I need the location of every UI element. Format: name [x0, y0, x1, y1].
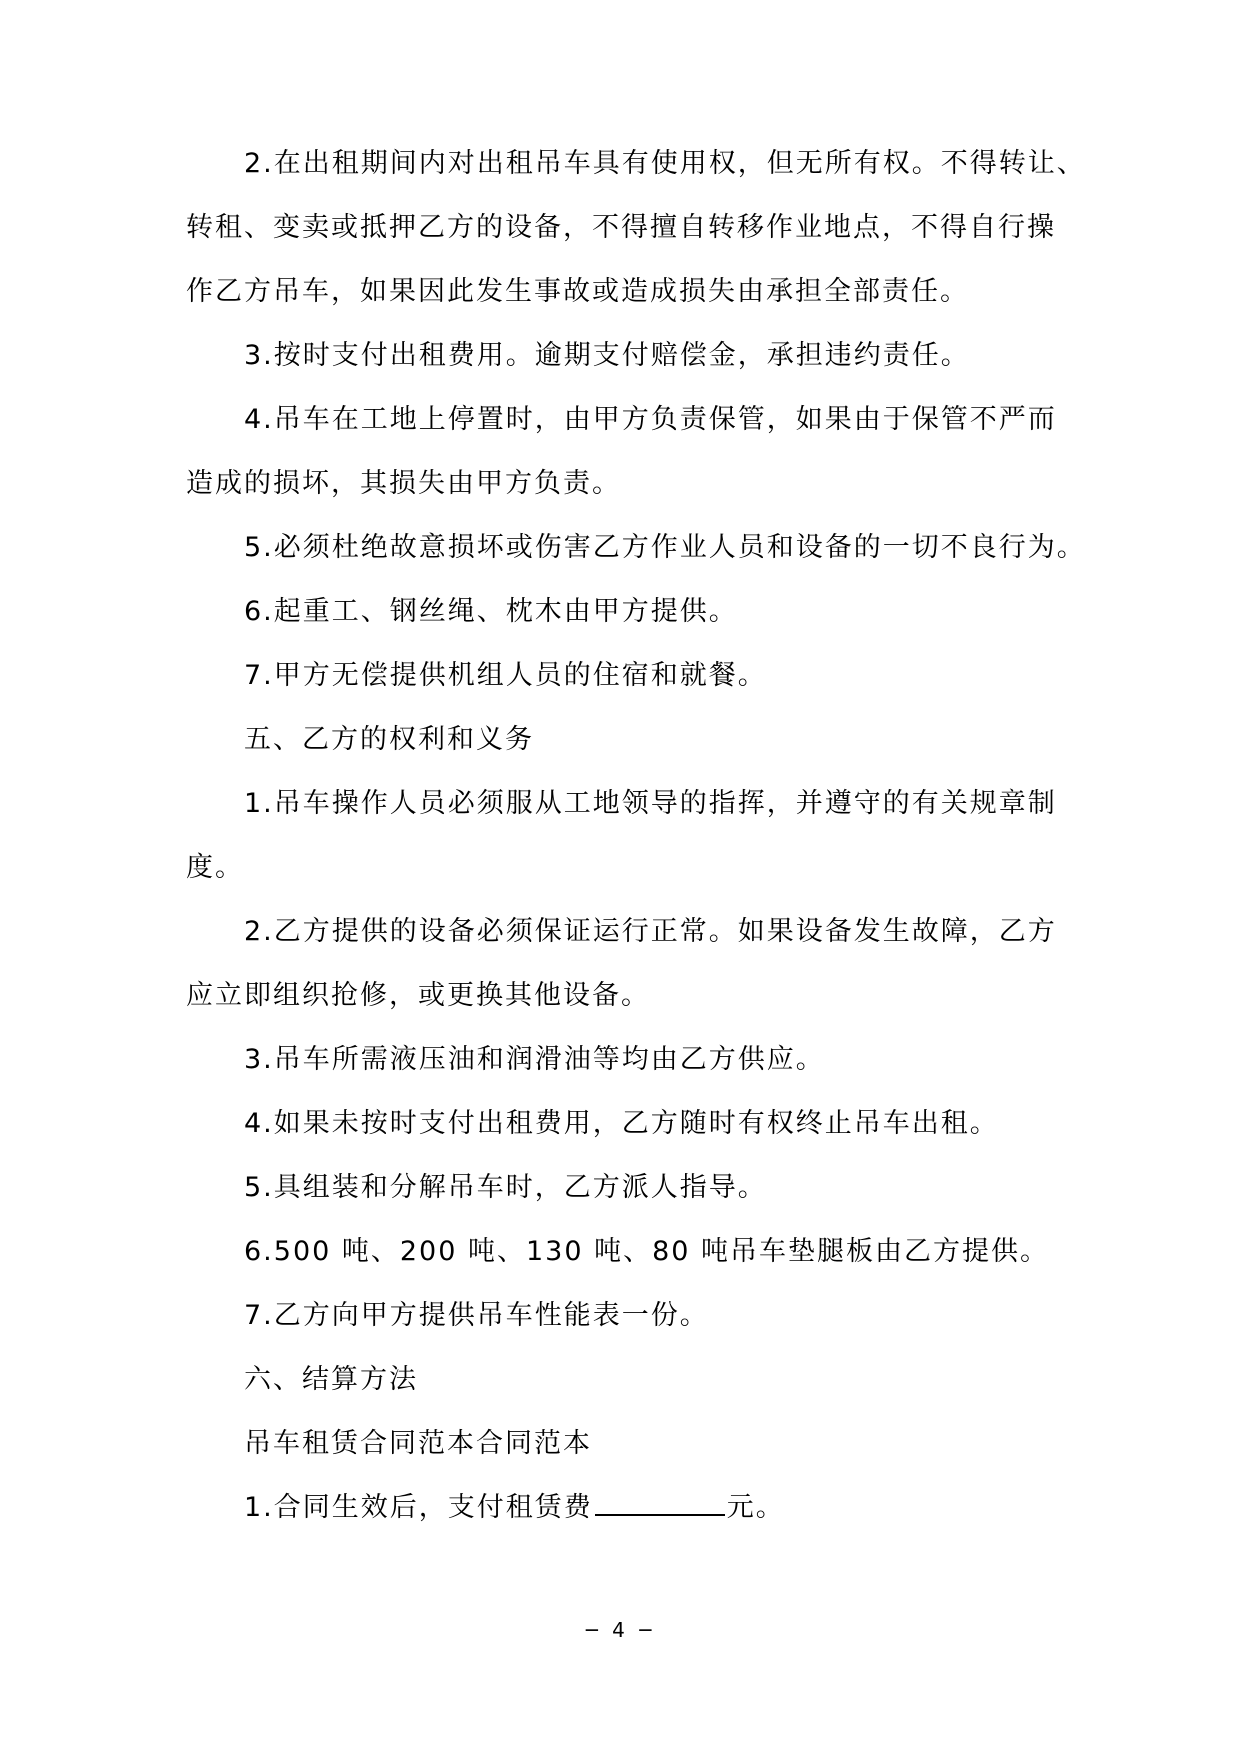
- paragraph-assembly-guidance: [186, 1156, 1066, 1220]
- text-line: 6.500 吨、200 吨、130 吨、80 吨吊车垫腿板由乙方提供。: [244, 1236, 1050, 1267]
- text-line: 转租、变卖或抵押乙方的设备，不得擅自转移作业地点，不得自行操: [186, 212, 1056, 243]
- text-line: 2.在出租期间内对出租吊车具有使用权，但无所有权。不得转让、: [244, 148, 1086, 179]
- section-heading-party-b: [186, 708, 1066, 772]
- paragraph-custody: [186, 388, 1066, 516]
- section-heading: 六、结算方法: [244, 1364, 418, 1395]
- text-line: 7.乙方向甲方提供吊车性能表一份。: [244, 1300, 709, 1331]
- text-line: 4.如果未按时支付出租费用，乙方随时有权终止吊车出租。: [244, 1108, 999, 1139]
- paragraph-terminate-rental: [186, 1092, 1066, 1156]
- section-heading-settlement: [186, 1348, 1066, 1412]
- paragraph-lodging: [186, 644, 1066, 708]
- page-number: ─ 4 ─: [585, 1618, 656, 1642]
- text-line: 3.吊车所需液压油和润滑油等均由乙方供应。: [244, 1044, 825, 1075]
- text-line: 4.吊车在工地上停置时，由甲方负责保管，如果由于保管不严而: [244, 404, 1057, 435]
- text-line: 作乙方吊车，如果因此发生事故或造成损失由承担全部责任。: [186, 276, 969, 307]
- text-line: 1.吊车操作人员必须服从工地领导的指挥，并遵守的有关规章制: [244, 788, 1057, 819]
- text-line: 3.按时支付出租费用。逾期支付赔偿金，承担违约责任。: [244, 340, 970, 371]
- text-line: 吊车租赁合同范本合同范本: [244, 1428, 592, 1459]
- paragraph-operator-obey: [186, 772, 1066, 900]
- paragraph-oil-supply: [186, 1028, 1066, 1092]
- paragraph-payment-on-time: [186, 324, 1066, 388]
- paragraph-performance-table: [186, 1284, 1066, 1348]
- text-line: 7.甲方无偿提供机组人员的住宿和就餐。: [244, 660, 767, 691]
- text-line: 度。: [186, 852, 244, 883]
- paragraph-template-title: [186, 1412, 1066, 1476]
- paragraph-equipment-normal: [186, 900, 1066, 1028]
- text-line: [186, 1476, 1066, 1540]
- paragraph-outrigger-pads: [186, 1220, 1066, 1284]
- paragraph-owner-use-rights: [186, 132, 1086, 324]
- paragraph-no-damage: [186, 516, 1086, 580]
- text-line: 5.具组装和分解吊车时，乙方派人指导。: [244, 1172, 767, 1203]
- text-line: 造成的损坏，其损失由甲方负责。: [186, 468, 621, 499]
- text-line: 6.起重工、钢丝绳、枕木由甲方提供。: [244, 596, 738, 627]
- fill-in-blank: [595, 1484, 725, 1516]
- text-line: 应立即组织抢修，或更换其他设备。: [186, 980, 650, 1011]
- payment-text-after: 元。: [726, 1492, 785, 1523]
- section-heading: 五、乙方的权利和义务: [244, 724, 534, 755]
- paragraph-rental-payment: [186, 1476, 1066, 1540]
- payment-text-before: 1.合同生效后，支付租赁费: [244, 1492, 593, 1523]
- paragraph-rigging-supply: [186, 580, 1066, 644]
- text-line: 5.必须杜绝故意损坏或伤害乙方作业人员和设备的一切不良行为。: [244, 532, 1086, 563]
- text-line: 2.乙方提供的设备必须保证运行正常。如果设备发生故障，乙方: [244, 916, 1057, 947]
